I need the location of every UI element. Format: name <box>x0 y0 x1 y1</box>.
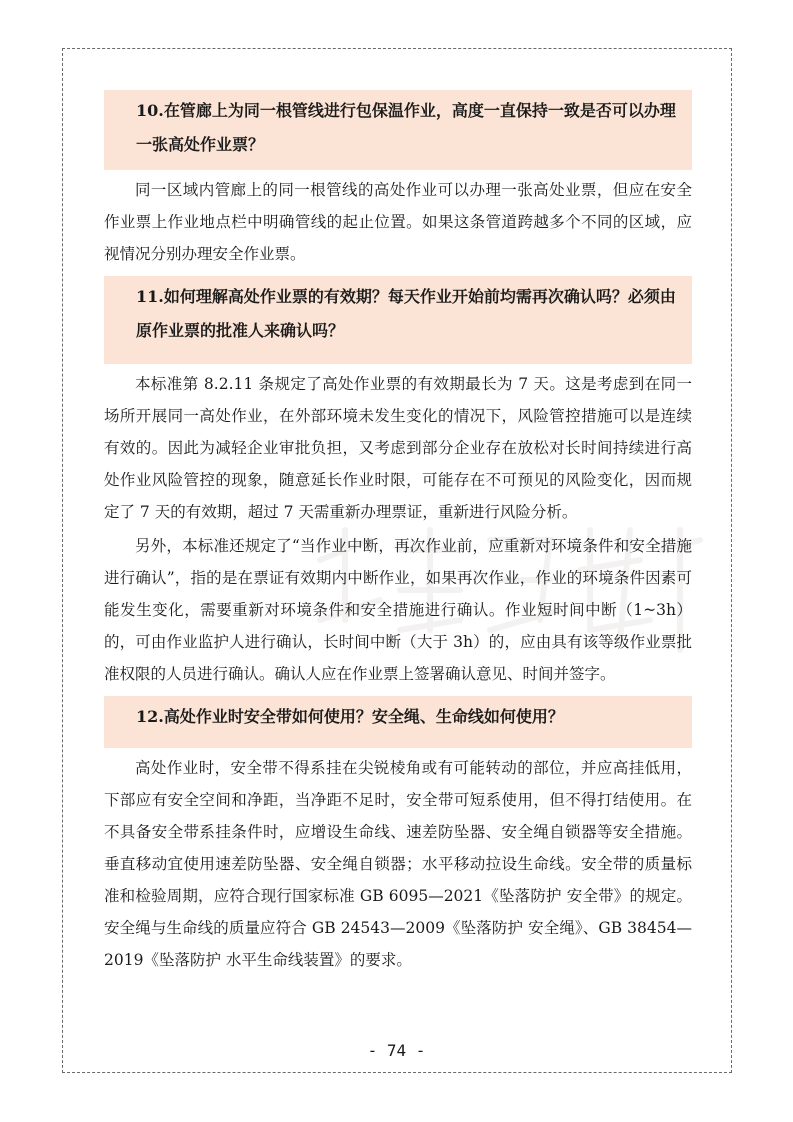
answer-12-paragraph: 高处作业时，安全带不得系挂在尖锐棱角或有可能转动的部位，并应高挂低用，下部应有安全空间和净距，当净距不足时，安全带可短系使用，但不得打结使用。在不具备安全带系挂条件时，应增设生命线、速差防坠器、安全绳自锁器等安全措施。垂直移动宜使用速差防坠器、安全绳自锁器；水平移动拉设生命线。安全带的质量标准和检验周期，应符合现行国家标准 GB 6095—2021《坠落防护 安全带》的规定。安全绳与生命线的质量应符合 GB 24543—2009《坠落防护 安全绳》、GB 38454—2019《坠落防护 水平生命线装置》的要求。 <box>104 759 692 969</box>
answer-11-paragraph-2: 另外，本标准还规定了“当作业中断，再次作业前，应重新对环境条件和安全措施进行确认”，指的是在票证有效期内中断作业，如果再次作业，作业的环境条件因素可能发生变化，需要重新对环境条件和安全措施进行确认。作业短时间中断（1~3h）的，可由作业监护人进行确认，长时间中断（大于 3h）的，应由具有该等级作业票批准权限的人员进行确认。确认人应在作业票上签署确认意见、时间并签字。 <box>104 537 692 683</box>
question-12-heading: 12.高处作业时安全带如何使用？安全绳、生命线如何使用？ <box>104 696 692 748</box>
document-body <box>104 90 692 976</box>
answer-11-paragraph-1: 本标准第 8.2.11 条规定了高处作业票的有效期最长为 7 天。这是考虑到在同一场所开展同一高处作业，在外部环境未发生变化的情况下，风险管控措施可以是连续有效的。因此为减轻企业审批负担，又考虑到部分企业存在放松对长时间持续进行高处作业风险管控的现象，随意延长作业时限，可能存在不可预见的风险变化，因而规定了 7 天的有效期，超过 7 天需重新办理票证，重新进行风险分析。 <box>104 375 692 521</box>
answer-10-paragraph: 同一区域内管廊上的同一根管线的高处作业可以办理一张高处业票，但应在安全作业票上作业地点栏中明确管线的起止位置。如果这条管道跨越多个不同的区域，应视情况分别办理安全作业票。 <box>104 181 692 263</box>
page-number: - 74 - <box>367 1041 426 1060</box>
question-10-heading: 10.在管廊上为同一根管线进行包保温作业，高度一直保持一致是否可以办理一张高处作业票？ <box>104 90 692 170</box>
question-11-heading: 11.如何理解高处作业票的有效期？每天作业开始前均需再次确认吗？必须由原作业票的批准人来确认吗？ <box>104 276 692 364</box>
